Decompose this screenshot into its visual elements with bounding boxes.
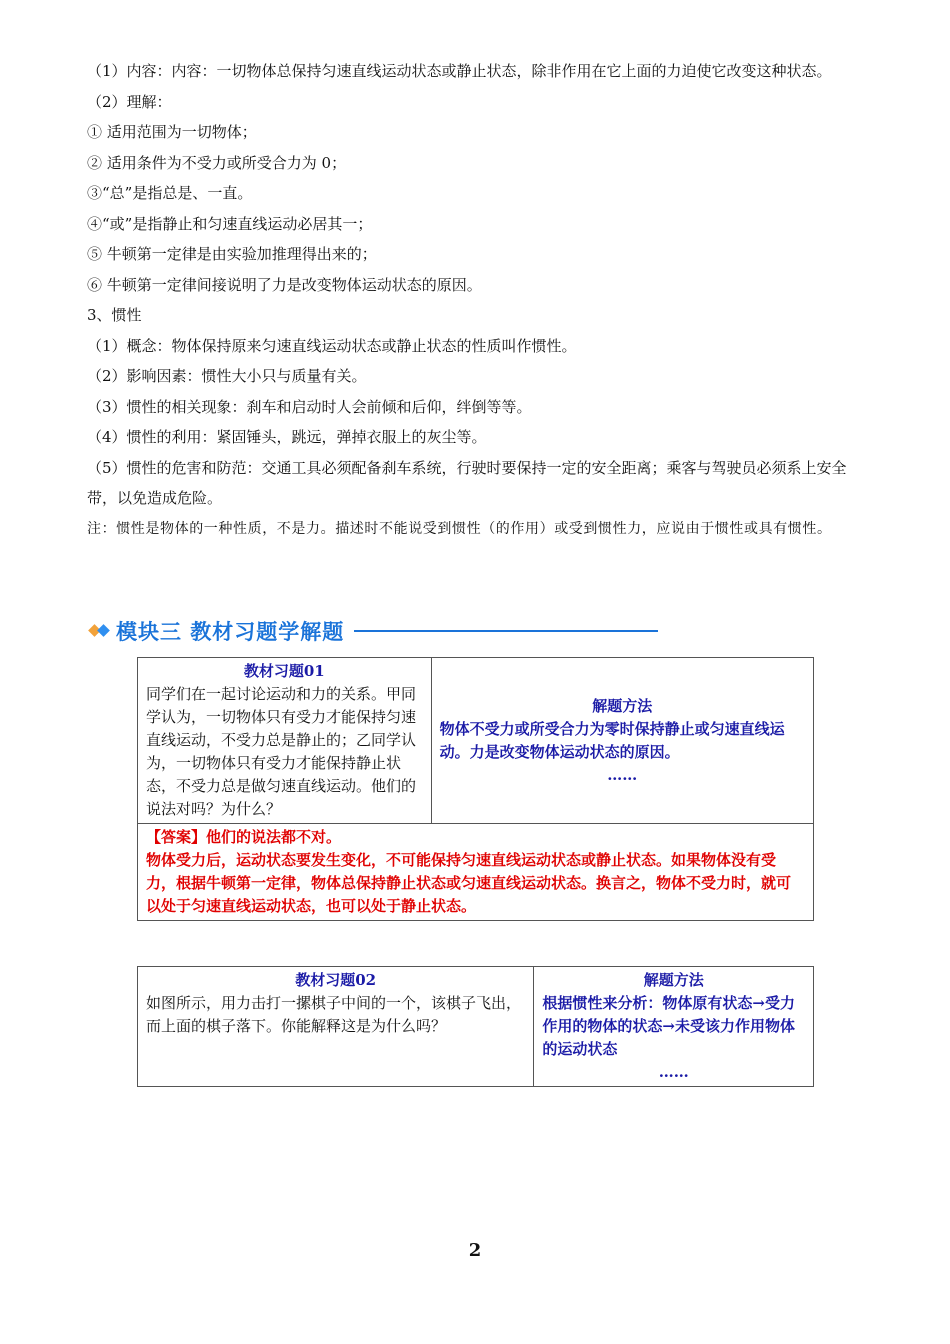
module-rule: [354, 630, 658, 632]
method-ellipsis: ……: [658, 1063, 689, 1081]
method-text: 物体不受力或所受合力为零时保持静止或匀速直线运动。力是改变物体运动状态的原因。: [439, 719, 785, 761]
method-text: 根据惯性来分析：物体原有状态→受力作用的物体的状态→未受该力作用物体的运动状态: [542, 994, 795, 1058]
inertia-note: 注：惯性是物体的一种性质，不是力。描述时不能说受到惯性（的作用）或受到惯性力，应说由于惯性或具有惯性。: [87, 520, 832, 537]
exercise-question-cell: [138, 658, 432, 824]
method-title: 解题方法: [592, 696, 653, 715]
answer-cell: [138, 824, 814, 921]
method-ellipsis: ……: [607, 765, 638, 784]
understanding-item: ④“或”是指静止和匀速直线运动必居其一；: [87, 214, 373, 233]
understanding-item: ① 适用范围为一切物体；: [87, 123, 257, 141]
method-cell: [534, 967, 814, 1087]
exercise-title: 教材习题01: [243, 662, 325, 680]
inertia-item: （1）概念：物体保持原来匀速直线运动状态或静止状态的性质叫作惯性。: [87, 336, 577, 355]
inertia-item: （4）惯性的利用：紧固锤头，跳远，弹掉衣服上的灰尘等。: [87, 428, 487, 446]
answer-text: 物体受力后，运动状态要发生变化，不可能保持匀速直线运动状态或静止状态。如果物体没有受力，根据牛顿第一定律，物体总保持静止状态或匀速直线运动状态。换言之，物体不受力时，就可以处于匀速直线运动状态，也可以处于静止状态。: [146, 851, 792, 915]
understanding-item: ③“总”是指总是、一直。: [87, 184, 253, 202]
exercise-table-01: [137, 657, 814, 921]
section-heading-inertia: 3、惯性: [87, 306, 142, 324]
module-header: [88, 616, 658, 646]
law-content: （1）内容：内容：一切物体总保持匀速直线运动状态或静止状态，除非作用在它上面的力迫使它改变这种状态。: [87, 62, 832, 80]
inertia-item: （3）惯性的相关现象：刹车和启动时人会前倾和后仰，绊倒等等。: [87, 397, 532, 416]
exercise-question: 同学们在一起讨论运动和力的关系。甲同学认为，一切物体只有受力才能保持匀速直线运动，不受力总是静止的；乙同学认为，一切物体只有受力才能保持静止状态，不受力总是做匀速直线运动。他们的说法对吗？为什么？: [146, 685, 417, 818]
understanding-item: ② 适用条件为不受力或所受合力为 0；: [87, 153, 347, 172]
method-title: 解题方法: [643, 971, 704, 989]
method-cell: [431, 658, 813, 824]
exercise-question-cell: [138, 967, 534, 1087]
body-text: [87, 56, 865, 545]
exercise-question: 如图所示，用力击打一摞棋子中间的一个，该棋子飞出，而上面的棋子落下。你能解释这是为什么吗？: [146, 994, 522, 1035]
understanding-item: ⑤ 牛顿第一定律是由实验加推理得出来的；: [87, 245, 377, 263]
law-understanding-heading: （2）理解：: [87, 92, 172, 111]
answer-first-line: [146, 826, 805, 849]
module-title: 模块三 教材习题学解题: [116, 620, 345, 644]
answer-label: 【答案】: [146, 828, 207, 846]
exercise-table-02: [137, 966, 814, 1087]
diamond-icon: [88, 622, 112, 640]
page-number: 2: [468, 1240, 482, 1261]
answer-summary: 他们的说法都不对。: [206, 828, 342, 846]
inertia-item: （5）惯性的危害和防范：交通工具必须配备刹车系统，行驶时要保持一定的安全距离；乘客与驾驶员必须系上安全带，以免造成危险。: [87, 458, 847, 507]
exercise-title: 教材习题02: [295, 971, 377, 989]
inertia-item: （2）影响因素：惯性大小只与质量有关。: [87, 367, 367, 385]
understanding-item: ⑥ 牛顿第一定律间接说明了力是改变物体运动状态的原因。: [87, 275, 482, 294]
